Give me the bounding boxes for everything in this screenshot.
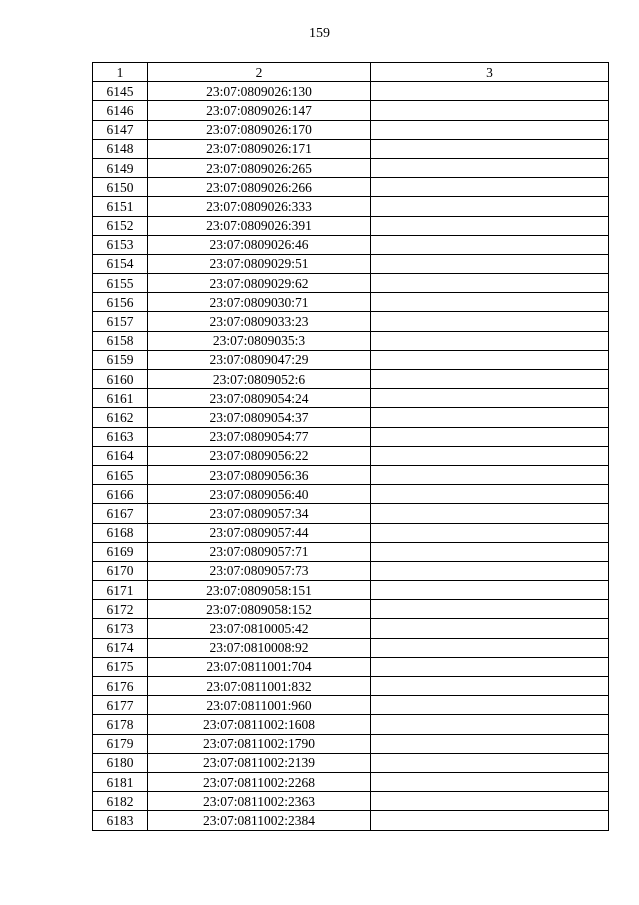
row-number-cell: 6158 <box>93 331 148 350</box>
cadastral-number-cell: 23:07:0809058:151 <box>148 581 371 600</box>
table-row <box>93 82 609 101</box>
notes-cell <box>371 581 609 600</box>
row-number-cell: 6159 <box>93 350 148 369</box>
row-number-cell: 6182 <box>93 792 148 811</box>
row-number-cell: 6149 <box>93 158 148 177</box>
notes-cell <box>371 638 609 657</box>
cadastral-number-cell: 23:07:0811002:2268 <box>148 772 371 791</box>
table-row <box>93 120 609 139</box>
notes-cell <box>371 197 609 216</box>
cadastral-number-cell: 23:07:0809056:22 <box>148 446 371 465</box>
table-row <box>93 235 609 254</box>
table-row <box>93 101 609 120</box>
cadastral-number-cell: 23:07:0811002:1790 <box>148 734 371 753</box>
table-row <box>93 485 609 504</box>
row-number-cell: 6162 <box>93 408 148 427</box>
row-number-cell: 6145 <box>93 82 148 101</box>
cadastral-number-cell: 23:07:0809054:77 <box>148 427 371 446</box>
notes-cell <box>371 427 609 446</box>
table-row <box>93 197 609 216</box>
data-table <box>92 62 609 831</box>
row-number-cell: 6164 <box>93 446 148 465</box>
table-row <box>93 254 609 273</box>
notes-cell <box>371 312 609 331</box>
row-number-cell: 6172 <box>93 600 148 619</box>
notes-cell <box>371 753 609 772</box>
row-number-cell: 6156 <box>93 293 148 312</box>
cadastral-number-cell: 23:07:0811001:704 <box>148 657 371 676</box>
table-header-row <box>93 63 609 82</box>
notes-cell <box>371 792 609 811</box>
row-number-cell: 6151 <box>93 197 148 216</box>
table-row <box>93 523 609 542</box>
row-number-cell: 6153 <box>93 235 148 254</box>
row-number-cell: 6179 <box>93 734 148 753</box>
cadastral-number-cell: 23:07:0809026:147 <box>148 101 371 120</box>
cadastral-number-cell: 23:07:0809026:333 <box>148 197 371 216</box>
notes-cell <box>371 772 609 791</box>
notes-cell <box>371 274 609 293</box>
table-row <box>93 504 609 523</box>
table-row <box>93 600 609 619</box>
notes-cell <box>371 389 609 408</box>
cadastral-number-cell: 23:07:0809057:44 <box>148 523 371 542</box>
table-row <box>93 792 609 811</box>
row-number-cell: 6180 <box>93 753 148 772</box>
notes-cell <box>371 101 609 120</box>
table-row <box>93 581 609 600</box>
cadastral-number-cell: 23:07:0809056:40 <box>148 485 371 504</box>
notes-cell <box>371 465 609 484</box>
row-number-cell: 6163 <box>93 427 148 446</box>
notes-cell <box>371 561 609 580</box>
table-row <box>93 772 609 791</box>
page-number: 159 <box>309 26 330 41</box>
row-number-cell: 6171 <box>93 581 148 600</box>
notes-cell <box>371 446 609 465</box>
row-number-cell: 6175 <box>93 657 148 676</box>
notes-cell <box>371 350 609 369</box>
cadastral-number-cell: 23:07:0809033:23 <box>148 312 371 331</box>
row-number-cell: 6155 <box>93 274 148 293</box>
row-number-cell: 6165 <box>93 465 148 484</box>
table-row <box>93 465 609 484</box>
table-row <box>93 638 609 657</box>
row-number-cell: 6181 <box>93 772 148 791</box>
cadastral-number-cell: 23:07:0809057:34 <box>148 504 371 523</box>
notes-cell <box>371 235 609 254</box>
table-row <box>93 274 609 293</box>
row-number-cell: 6147 <box>93 120 148 139</box>
row-number-cell: 6166 <box>93 485 148 504</box>
cadastral-number-cell: 23:07:0810005:42 <box>148 619 371 638</box>
notes-cell <box>371 677 609 696</box>
table-row <box>93 139 609 158</box>
row-number-cell: 6168 <box>93 523 148 542</box>
cadastral-number-cell: 23:07:0809058:152 <box>148 600 371 619</box>
cadastral-number-cell: 23:07:0809035:3 <box>148 331 371 350</box>
table-row <box>93 370 609 389</box>
table-row <box>93 734 609 753</box>
notes-cell <box>371 178 609 197</box>
notes-cell <box>371 504 609 523</box>
cadastral-number-cell: 23:07:0809056:36 <box>148 465 371 484</box>
row-number-cell: 6176 <box>93 677 148 696</box>
cadastral-number-cell: 23:07:0809057:71 <box>148 542 371 561</box>
row-number-cell: 6167 <box>93 504 148 523</box>
row-number-cell: 6161 <box>93 389 148 408</box>
table-row <box>93 696 609 715</box>
notes-cell <box>371 657 609 676</box>
table-row <box>93 657 609 676</box>
row-number-cell: 6177 <box>93 696 148 715</box>
row-number-cell: 6173 <box>93 619 148 638</box>
notes-cell <box>371 696 609 715</box>
row-number-cell: 6169 <box>93 542 148 561</box>
table-row <box>93 753 609 772</box>
notes-cell <box>371 734 609 753</box>
row-number-cell: 6150 <box>93 178 148 197</box>
table-row <box>93 542 609 561</box>
table-row <box>93 715 609 734</box>
cadastral-number-cell: 23:07:0809054:24 <box>148 389 371 408</box>
notes-cell <box>371 82 609 101</box>
notes-cell <box>371 120 609 139</box>
cadastral-number-cell: 23:07:0809029:51 <box>148 254 371 273</box>
row-number-cell: 6154 <box>93 254 148 273</box>
row-number-cell: 6146 <box>93 101 148 120</box>
row-number-cell: 6148 <box>93 139 148 158</box>
cadastral-number-cell: 23:07:0811002:2139 <box>148 753 371 772</box>
table-row <box>93 350 609 369</box>
row-number-cell: 6178 <box>93 715 148 734</box>
notes-cell <box>371 139 609 158</box>
row-number-cell: 6152 <box>93 216 148 235</box>
notes-cell <box>371 600 609 619</box>
cadastral-number-cell: 23:07:0809029:62 <box>148 274 371 293</box>
cadastral-number-cell: 23:07:0810008:92 <box>148 638 371 657</box>
cadastral-number-cell: 23:07:0811001:960 <box>148 696 371 715</box>
notes-cell <box>371 619 609 638</box>
notes-cell <box>371 331 609 350</box>
cadastral-number-cell: 23:07:0809026:266 <box>148 178 371 197</box>
notes-cell <box>371 216 609 235</box>
row-number-cell: 6174 <box>93 638 148 657</box>
table-row <box>93 811 609 830</box>
table-row <box>93 427 609 446</box>
column-header-3: 3 <box>371 63 609 82</box>
notes-cell <box>371 485 609 504</box>
notes-cell <box>371 370 609 389</box>
row-number-cell: 6157 <box>93 312 148 331</box>
cadastral-number-cell: 23:07:0809026:391 <box>148 216 371 235</box>
table-row <box>93 216 609 235</box>
cadastral-number-cell: 23:07:0811002:2363 <box>148 792 371 811</box>
table-row <box>93 619 609 638</box>
notes-cell <box>371 811 609 830</box>
cadastral-number-cell: 23:07:0809026:171 <box>148 139 371 158</box>
notes-cell <box>371 408 609 427</box>
table-row <box>93 677 609 696</box>
column-header-2: 2 <box>148 63 371 82</box>
notes-cell <box>371 254 609 273</box>
cadastral-number-cell: 23:07:0809026:265 <box>148 158 371 177</box>
cadastral-number-cell: 23:07:0809047:29 <box>148 350 371 369</box>
row-number-cell: 6170 <box>93 561 148 580</box>
table-row <box>93 158 609 177</box>
cadastral-number-cell: 23:07:0809030:71 <box>148 293 371 312</box>
table-row <box>93 446 609 465</box>
notes-cell <box>371 523 609 542</box>
cadastral-number-cell: 23:07:0809026:170 <box>148 120 371 139</box>
table-body <box>93 82 609 830</box>
table-row <box>93 408 609 427</box>
cadastral-number-cell: 23:07:0811002:1608 <box>148 715 371 734</box>
row-number-cell: 6183 <box>93 811 148 830</box>
table-row <box>93 293 609 312</box>
table-row <box>93 331 609 350</box>
cadastral-number-cell: 23:07:0811002:2384 <box>148 811 371 830</box>
notes-cell <box>371 293 609 312</box>
notes-cell <box>371 158 609 177</box>
notes-cell <box>371 542 609 561</box>
cadastral-number-cell: 23:07:0809052:6 <box>148 370 371 389</box>
column-header-1: 1 <box>93 63 148 82</box>
cadastral-number-cell: 23:07:0809054:37 <box>148 408 371 427</box>
cadastral-number-cell: 23:07:0809057:73 <box>148 561 371 580</box>
table-row <box>93 561 609 580</box>
cadastral-number-cell: 23:07:0809026:46 <box>148 235 371 254</box>
cadastral-number-cell: 23:07:0809026:130 <box>148 82 371 101</box>
row-number-cell: 6160 <box>93 370 148 389</box>
table-row <box>93 389 609 408</box>
cadastral-number-cell: 23:07:0811001:832 <box>148 677 371 696</box>
notes-cell <box>371 715 609 734</box>
table-row <box>93 178 609 197</box>
table-row <box>93 312 609 331</box>
